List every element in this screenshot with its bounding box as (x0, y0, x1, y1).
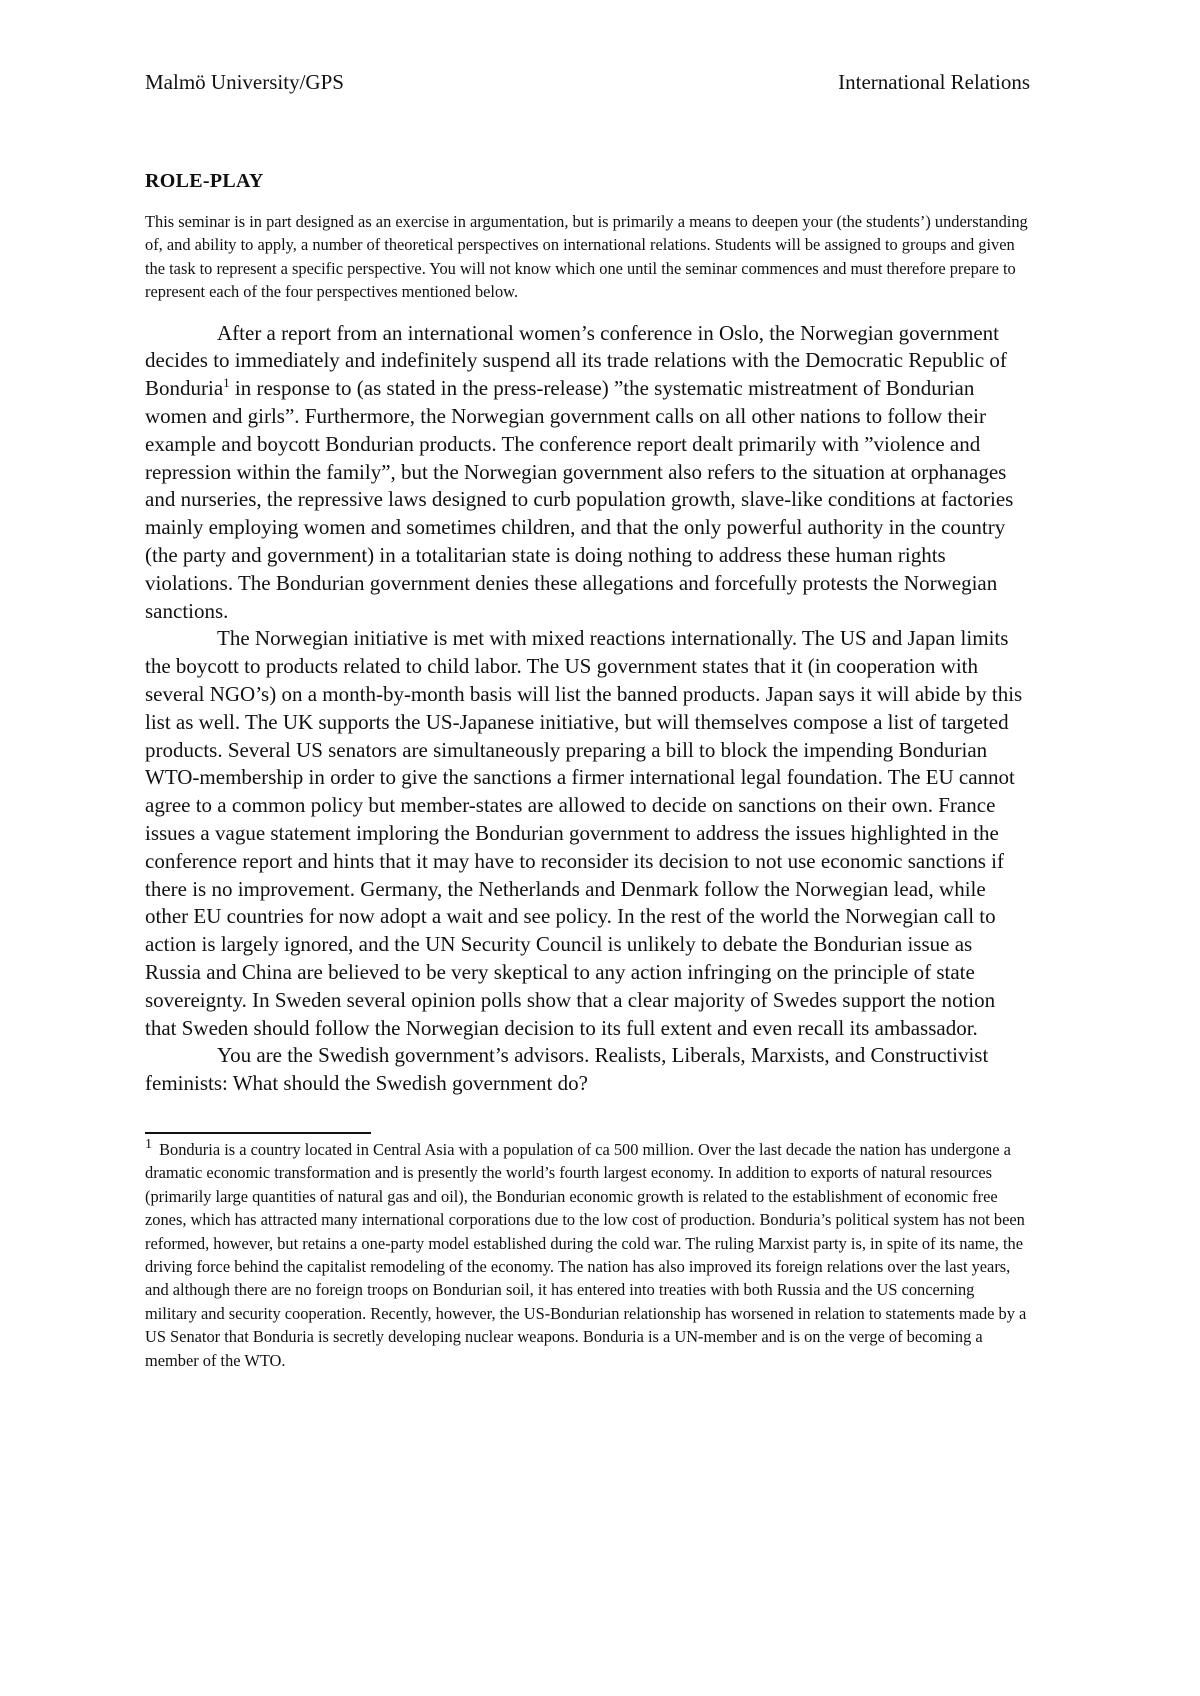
scenario-paragraph-2: The Norwegian initiative is met with mixed reactions internationally. The US and Japan limits the boycott to products related to child labor. The US government states that it (in cooperation with several NGO’s) on a month-by-month basis will list the banned products. Japan says it will abide by this list as well. The UK supports the US-Japanese initiative, but will themselves compose a list of targeted products. Several US senators are simultaneously preparing a bill to block the impending Bondurian WTO-membership in order to give the sanctions a firmer international legal foundation. The EU cannot agree to a common policy but member-states are allowed to decide on sanctions on their own. France issues a vague statement imploring the Bondurian government to address the issues highlighted in the conference report and hints that it may have to reconsider its decision to not use economic sanctions if there is no improvement. Germany, the Netherlands and Denmark follow the Norwegian lead, while other EU countries for now adopt a wait and see policy. In the rest of the world the Norwegian call to action is largely ignored, and the UN Security Council is unlikely to debate the Bondurian issue as Russia and China are believed to be very skeptical to any action infringing on the principle of state sovereignty. In Sweden several opinion polls show that a clear majority of Swedes support the notion that Sweden should follow the Norwegian decision to its full extent and even recall its ambassador. (145, 626, 1023, 1040)
footnote-reference[interactable]: 1 (223, 375, 230, 391)
footnote-text: Bonduria is a country located in Central Asia with a population of ca 500 million. Over the last decade the nation has undergone a dramatic economic transformation and is presently the world’s fourth largest economy. In addition to exports of natural resources (primarily large quantities of natural gas and oil), the Bondurian economic growth is related to the establishment of economic free zones, which has attracted many international corporations due to the low cost of production. Bonduria’s political system has not been reformed, however, but retains a one-party model established during the cold war. The ruling Marxist party is, in spite of its name, the driving force behind the capitalist remodeling of the economy. The nation has also improved its foreign relations over the last years, and although there are no foreign troops on Bondurian soil, it has entered into treaties with both Russia and the US concerning military and security cooperation. Recently, however, the US-Bondurian relationship has worsened in relation to statements made by a US Senator that Bonduria is secretly developing nuclear weapons. Bonduria is a UN-member and is on the verge of becoming a member of the WTO. (145, 1139, 1027, 1370)
scenario-text (145, 320, 1030, 1098)
footnote-marker: 1 (145, 1137, 152, 1153)
footnote (145, 1138, 1030, 1372)
scenario-paragraph-1 (145, 320, 1030, 626)
p1-text-end: in response to (as stated in the press-release) ”the systematic mistreatment of Bondurian women and girls”. Furthermore, the Norwegian government calls on all other nations to follow their example and boycott Bondurian products. The conference report dealt primarily with ”violence and repression within the family”, but the Norwegian government also refers to the situation at orphanages and nurseries, the repressive laws designed to curb population growth, slave-like conditions at factories mainly employing women and sometimes children, and that the only powerful authority in the country (the party and government) in a totalitarian state is doing nothing to address these human rights violations. The Bondurian government denies these allegations and forcefully protests the Norwegian sanctions. (145, 376, 1014, 623)
scenario-paragraph-3: You are the Swedish government’s advisors. Realists, Liberals, Marxists, and Constructivist feminists: What should the Swedish government do? (145, 1043, 989, 1096)
header-institution: Malmö University/GPS (145, 70, 344, 94)
page-header (145, 68, 1030, 96)
p1-text-start: After a report from an international women’s conference in Oslo, the Norwegian government decides to immediately and indefinitely suspend all its trade relations with the Democratic Republic of Bonduria (145, 320, 1007, 401)
intro-paragraph: This seminar is in part designed as an exercise in argumentation, but is primarily a means to deepen your (the students’) understanding of, and ability to apply, a number of theoretical perspectives on international relations. Students will be assigned to groups and given the task to represent a specific perspective. You will not know which one until the seminar commences and must therefore prepare to represent each of the four perspectives mentioned below. (145, 212, 1028, 302)
footnote-separator (145, 1132, 371, 1134)
header-course: International Relations (838, 70, 1030, 94)
document-title: ROLE-PLAY (145, 170, 264, 192)
